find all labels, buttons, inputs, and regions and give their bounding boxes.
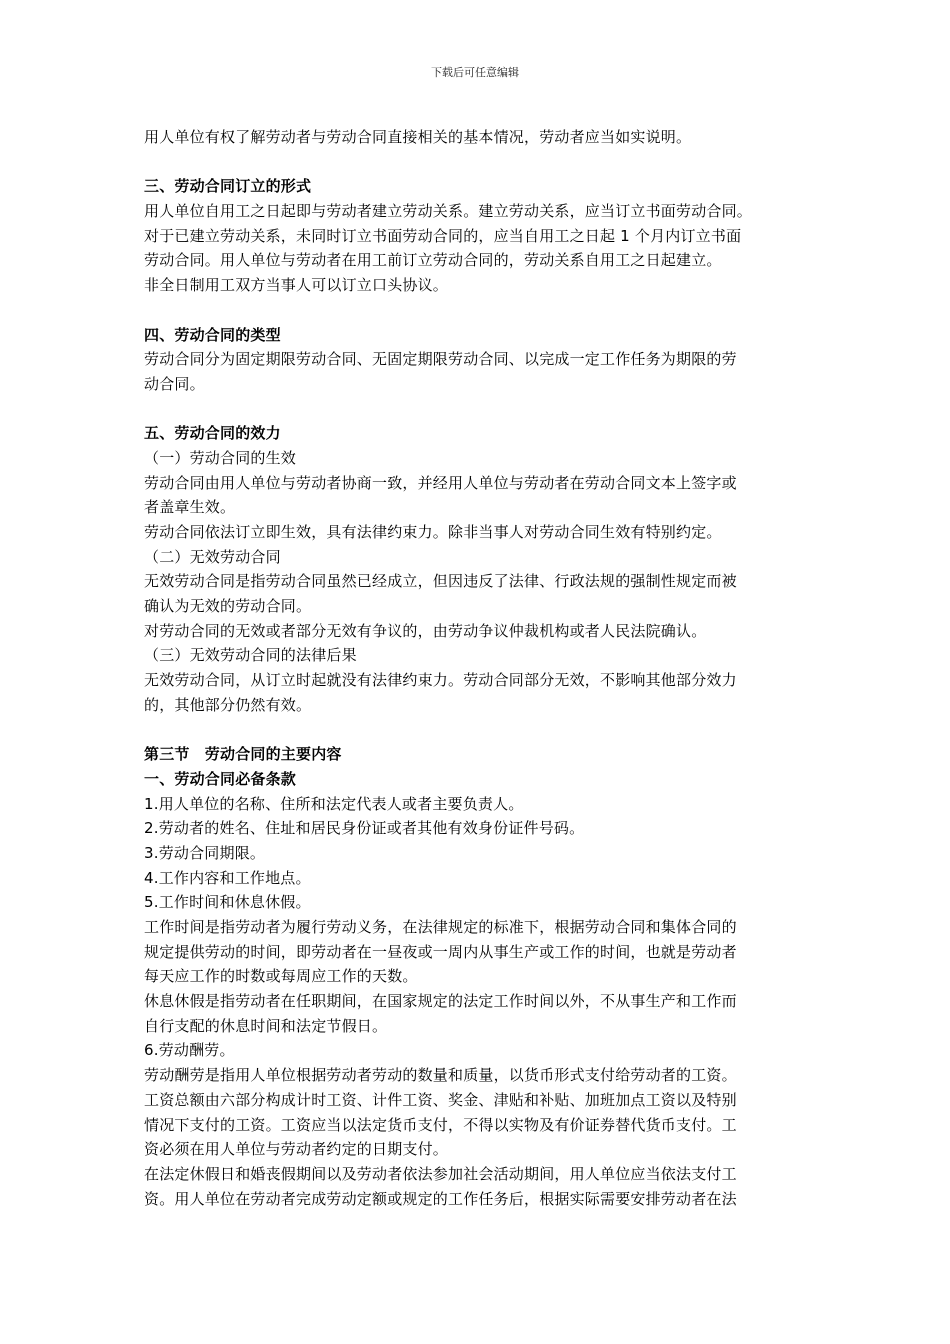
text-line: 每天应工作的时数或每周应工作的天数。: [144, 967, 418, 986]
section-heading: 五、劳动合同的效力: [144, 424, 281, 443]
paragraph-spacer: [144, 150, 814, 175]
text-line: 1.用人单位的名称、住所和法定代表人或者主要负责人。: [144, 794, 524, 813]
text-line: 劳动合同由用人单位与劳动者协商一致，并经用人单位与劳动者在劳动合同文本上签字或: [144, 473, 737, 492]
paragraph-spacer: [144, 397, 814, 422]
text-line: 3.劳动合同期限。: [144, 843, 266, 862]
section-heading: 四、劳动合同的类型: [144, 325, 281, 344]
text-line: 休息休假是指劳动者在任职期间，在国家规定的法定工作时间以外，不从事生产和工作而: [144, 992, 737, 1011]
text-line: 工作时间是指劳动者为履行劳动义务，在法律规定的标准下，根据劳动合同和集体合同的: [144, 918, 737, 936]
text-line: 劳动合同。用人单位与劳动者在用工前订立劳动合同的，劳动关系自用工之日起建立。: [144, 251, 722, 270]
text-line: 劳动合同依法订立即生效，具有法律约束力。除非当事人对劳动合同生效有特别约定。: [144, 523, 722, 541]
text-line: 对劳动合同的无效或者部分无效有争议的，由劳动争议仲裁机构或者人民法院确认。: [144, 621, 707, 640]
text-line: 资。用人单位在劳动者完成劳动定额或规定的工作任务后，根据实际需要安排劳动者在法: [144, 1189, 737, 1208]
text-line: （二）无效劳动合同: [144, 547, 281, 566]
text-line: 劳动合同分为固定期限劳动合同、无固定期限劳动合同、以完成一定工作任务为期限的劳: [144, 350, 737, 369]
text-line: 6.劳动酬劳。: [144, 1041, 235, 1060]
text-line: 工资总额由六部分构成计时工资、计件工资、奖金、津贴和补贴、加班加点工资以及特别: [144, 1090, 737, 1109]
text-line: 者盖章生效。: [144, 498, 236, 517]
text-line: 2.劳动者的姓名、住址和居民身份证或者其他有效身份证件号码。: [144, 819, 585, 838]
text-line: 自行支配的休息时间和法定节假日。: [144, 1016, 388, 1035]
text-line: 用人单位自用工之日起即与劳动者建立劳动关系。建立劳动关系，应当订立书面劳动合同。: [144, 202, 753, 221]
text-line: （一）劳动合同的生效: [144, 448, 297, 467]
text-line: 的，其他部分仍然有效。: [144, 695, 312, 714]
text-line: 无效劳动合同，从订立时起就没有法律约束力。劳动合同部分无效，不影响其他部分效力: [144, 671, 737, 690]
paragraph-spacer: [144, 718, 814, 743]
text-line: 4.工作内容和工作地点。: [144, 868, 311, 887]
paragraph-spacer: [144, 298, 814, 323]
text-line: （三）无效劳动合同的法律后果: [144, 646, 357, 665]
section-heading: 第三节 劳动合同的主要内容: [144, 745, 342, 764]
text-line: 情况下支付的工资。工资应当以法定货币支付，不得以实物及有价证券替代货币支付。工: [144, 1115, 737, 1134]
document-body: [144, 125, 814, 1211]
text-line: 对于已建立劳动关系，未同时订立书面劳动合同的，应当自用工之日起 1 个月内订立书面: [144, 226, 742, 245]
section-heading: 三、劳动合同订立的形式: [144, 177, 312, 196]
text-line: 规定提供劳动的时间，即劳动者在一昼夜或一周内从事生产或工作的时间，也就是劳动者: [144, 942, 737, 961]
section-heading: 一、劳动合同必备条款: [144, 769, 297, 788]
text-line: 劳动酬劳是指用人单位根据劳动者劳动的数量和质量，以货币形式支付给劳动者的工资。: [144, 1066, 737, 1085]
page-header: 下载后可任意编辑: [431, 66, 519, 79]
text-line: 资必须在用人单位与劳动者约定的日期支付。: [144, 1140, 449, 1159]
text-line: 用人单位有权了解劳动者与劳动合同直接相关的基本情况，劳动者应当如实说明。: [144, 128, 692, 146]
text-line: 5.工作时间和休息休假。: [144, 893, 311, 912]
text-line: 确认为无效的劳动合同。: [144, 597, 312, 616]
text-line: 无效劳动合同是指劳动合同虽然已经成立，但因违反了法律、行政法规的强制性规定而被: [144, 572, 737, 591]
text-line: 在法定休假日和婚丧假期间以及劳动者依法参加社会活动期间，用人单位应当依法支付工: [144, 1164, 737, 1183]
text-line: 非全日制用工双方当事人可以订立口头协议。: [144, 276, 449, 295]
text-line: 动合同。: [144, 374, 205, 393]
